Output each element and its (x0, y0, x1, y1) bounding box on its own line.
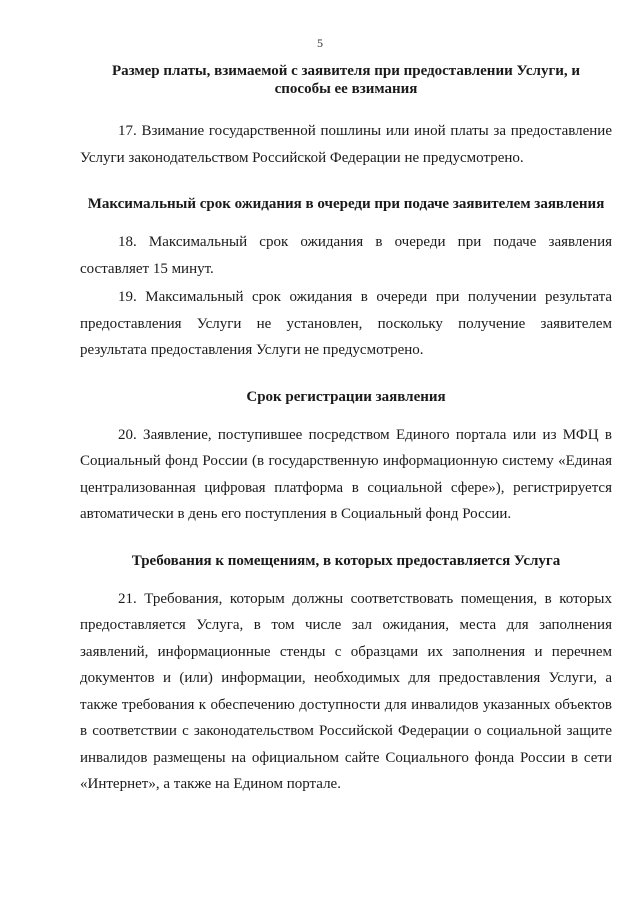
section-queue-time (80, 195, 612, 364)
section-heading: Требования к помещениям, в которых предоставляется Услуга (131, 552, 561, 569)
section-payment (80, 62, 612, 171)
section-registration-time (80, 388, 612, 528)
section-heading: Максимальный срок ожидания в очереди при подаче заявителем заявления (87, 196, 605, 212)
paragraph-20: 20. Заявление, поступившее посредством Единого портала или из МФЦ в Социальный фонд России (в государственную информационную систему «Единая централизованная цифровая платформа в социальной сфере»), регистрируется автоматически в день его поступления в Социальный фонд России. (80, 426, 612, 522)
section-heading: Срок регистрации заявления (246, 388, 446, 405)
section-premises-requirements (80, 552, 612, 798)
paragraph-17: 17. Взимание государственной пошлины или иной платы за предоставление Услуги законодательством Российской Федерации не предусмотрено. (80, 123, 612, 166)
paragraph-21: 21. Требования, которым должны соответствовать помещения, в которых предоставляется Услуга, в том числе зал ожидания, места для заполнения заявлений, информационные стенды с образцами их заполнения и перечнем документов и (или) информации, необходимых для предоставления Услуги, а также требования к обеспечению доступности для инвалидов указанных объектов в соответствии с законодательством Российской Федерации о социальной защите инвалидов размещены на официальном сайте Социального фонда России в сети «Интернет», а также на Едином портале. (80, 590, 612, 792)
document-body (80, 60, 612, 798)
section-heading: Размер платы, взимаемой с заявителя при предоставлении Услуги, и способы ее взимания (111, 63, 581, 97)
page-number: 5 (317, 36, 323, 50)
paragraph-19: 19. Максимальный срок ожидания в очереди при получении результата предоставления Услуги не установлен, поскольку получение заявителем результата предоставления Услуги не предусмотрено. (80, 289, 612, 358)
paragraph-18: 18. Максимальный срок ожидания в очереди при подаче заявления составляет 15 минут. (80, 234, 612, 277)
